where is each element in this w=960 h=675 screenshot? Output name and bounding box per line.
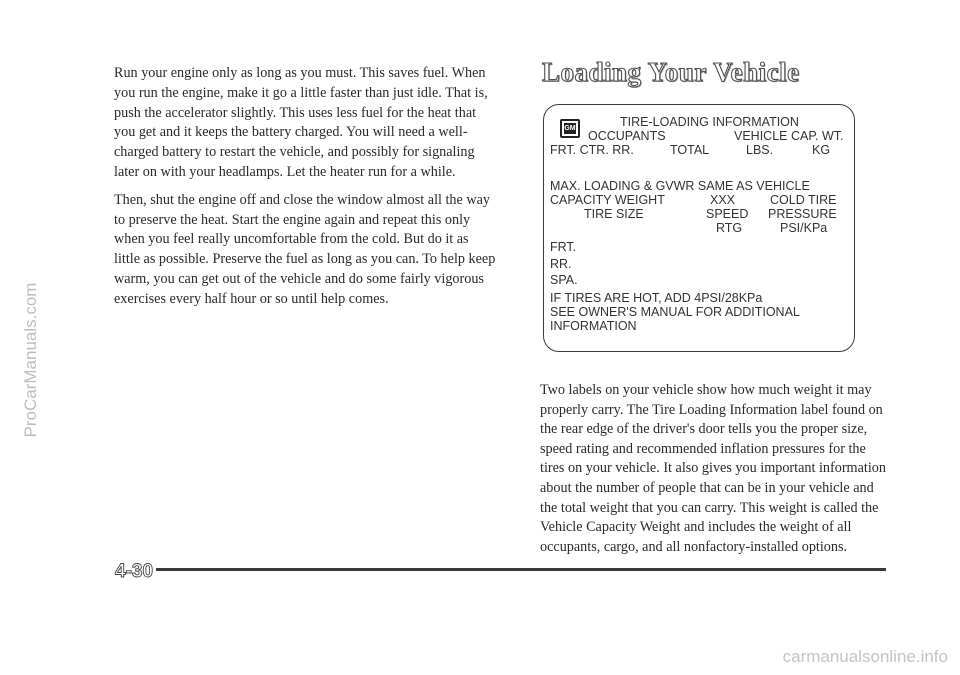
page-number: 4-30 <box>115 561 154 582</box>
label-total: TOTAL <box>670 143 710 157</box>
section-title: Loading Your Vehicle <box>542 57 800 87</box>
footer-rule <box>156 568 886 571</box>
paragraph-run-engine: Run your engine only as long as you must. This saves fuel. When you run the engine, make it go a little faster than just idle. That is, push the accelerator slightly. This uses less fuel for the heat that you get and it keeps the battery charged. You will need a well-charged battery to restart the vehicle, and possibly for signaling later on with your headlamps. Let the heater run for a while. <box>114 65 488 180</box>
label-spa: SPA. <box>550 273 578 287</box>
label-cold-tire: COLD TIRE <box>770 193 837 207</box>
label-speed: SPEED <box>706 207 749 221</box>
bottom-watermark: carmanualsonline.info <box>782 647 948 666</box>
label-frt: FRT. <box>550 240 577 254</box>
label-rr: RR. <box>550 257 572 271</box>
gm-logo-text: GM <box>564 125 576 132</box>
label-frt-ctr-rr: FRT. CTR. RR. <box>550 143 634 157</box>
gm-logo-icon <box>560 119 580 138</box>
label-occupants: OCCUPANTS <box>588 129 666 143</box>
label-xxx: XXX <box>710 193 736 207</box>
label-capacity-weight: CAPACITY WEIGHT <box>550 193 665 207</box>
label-see-manual: SEE OWNER'S MANUAL FOR ADDITIONAL <box>550 305 800 319</box>
label-vehicle-cap-wt: VEHICLE CAP. WT. <box>734 129 844 143</box>
paragraph-shut-engine: Then, shut the engine off and close the window almost all the way to preserve the heat. Start the engine again and repeat this only when you feel really uncomfortable from the cold. But do it as little as possible. Preserve the fuel as long as you can. To help keep warm, you can get out of the vehicle and do some fairly vigorous exercises every half hour or so until help comes. <box>114 191 496 307</box>
label-tire-size: TIRE SIZE <box>584 207 644 221</box>
paragraph-two-labels: Two labels on your vehicle show how much weight it may properly carry. The Tire Loading Information label found on the rear edge of the driver's door tells you the proper size, speed rating and recommended inflation pressures for the tires on your vehicle. It also gives you important information about the number of people that can be in your vehicle and the total weight that you can carry. This weight is called the Vehicle Capacity Weight and includes the weight of all occupants, cargo, and all nonfactory-installed options. <box>540 382 886 555</box>
label-max-loading: MAX. LOADING & GVWR SAME AS VEHICLE <box>550 179 810 193</box>
label-lbs: LBS. <box>746 143 774 157</box>
label-rtg: RTG <box>716 221 743 235</box>
label-pressure: PRESSURE <box>768 207 837 221</box>
left-column-text <box>114 64 496 318</box>
label-kg: KG <box>812 143 831 157</box>
label-psi-kpa: PSI/KPa <box>780 221 828 235</box>
side-watermark: ProCarManuals.com <box>21 282 40 438</box>
label-title: TIRE-LOADING INFORMATION <box>620 115 799 129</box>
right-column-text <box>540 381 890 557</box>
label-hot-note: IF TIRES ARE HOT, ADD 4PSI/28KPa <box>550 291 763 305</box>
label-information: INFORMATION <box>550 319 637 333</box>
tire-loading-label <box>543 104 855 352</box>
